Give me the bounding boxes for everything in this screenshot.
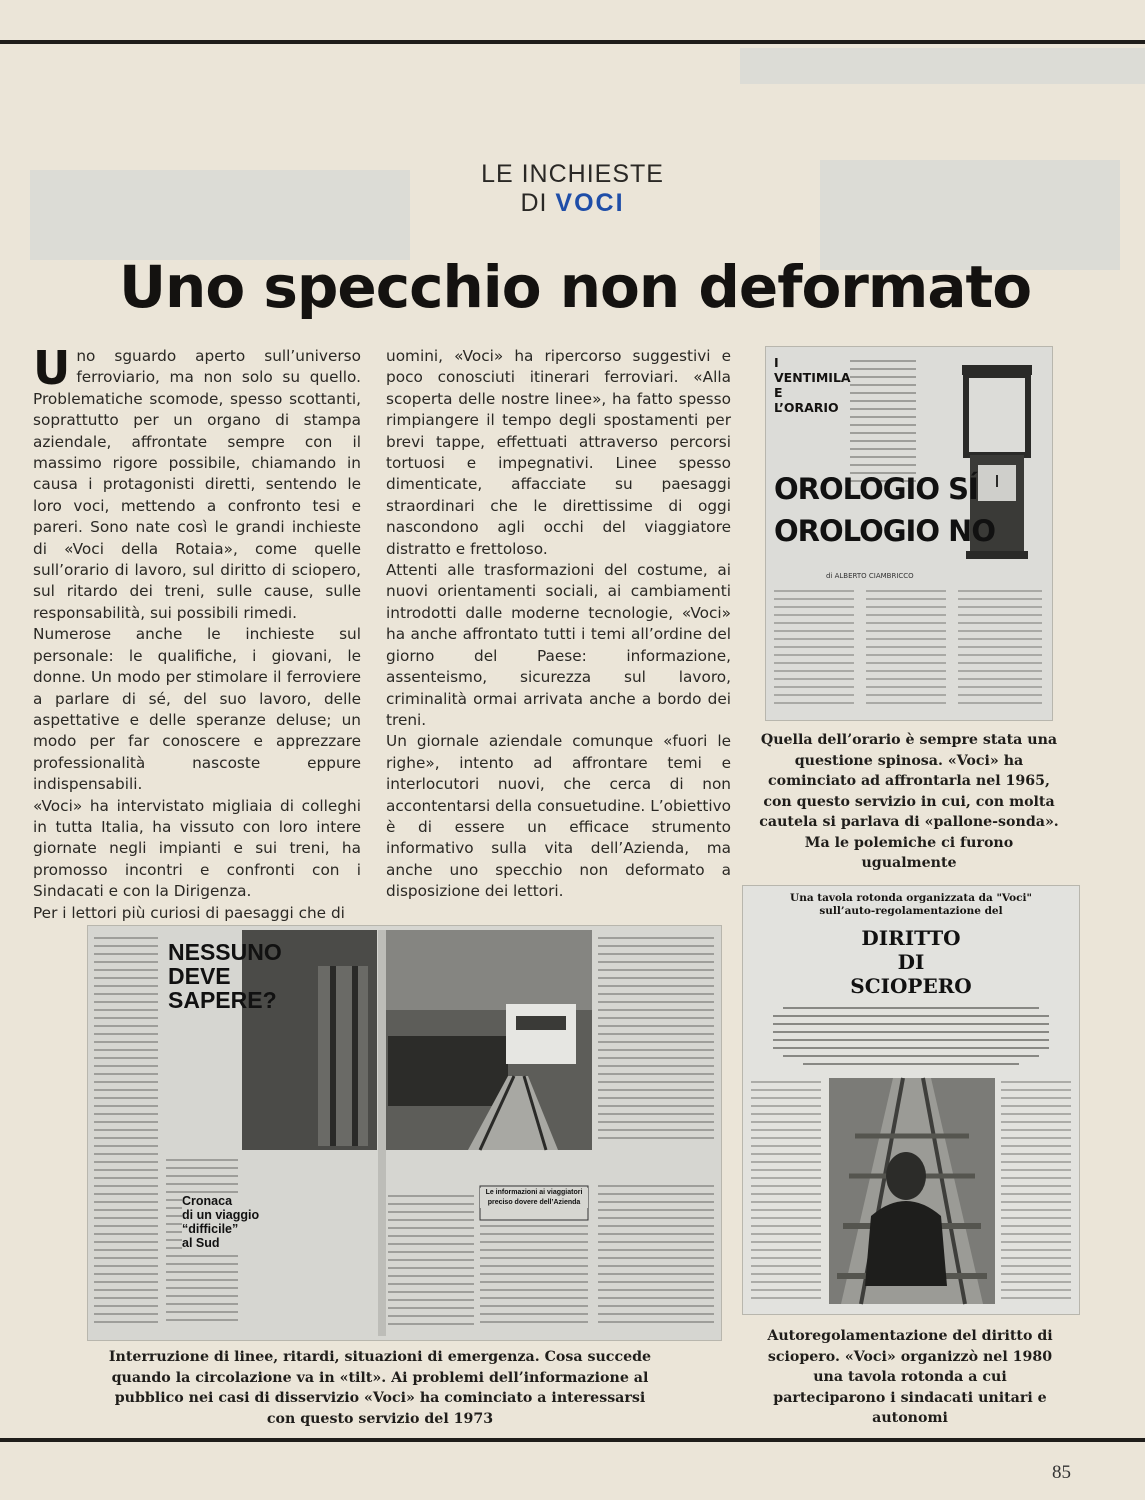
paragraph: Un giornale aziendale comunque «fuori le righe», intento ad affrontare temi e interlocutori nuovi, che cerca di non accontentarsi della consuetudine. L’obiettivo è di essere un efficace strumento informativo sulla vita dell’Azienda, ma anche uno specchio non deformato a disposizione dei lettori.: [386, 732, 731, 901]
nessuno-title-line-1: NESSUNO: [168, 939, 282, 965]
paragraph: uomini, «Voci» ha ripercorso suggestivi e poco conosciuti itinerari ferroviari. «Alla scoperta delle nostre linee», ha fatto spesso rimpiangere il tempo degli spostamenti per brevi tappe, effettuati attraverso percorsi tortuosi e impegnativi. Linee spesso dimenticate, affacciate su paesaggi straordinari che le direttissime di oggi nascondono agli occhi del viaggiatore distratto e frettoloso.: [386, 347, 731, 558]
subtitle-line: di un viaggio: [182, 1208, 260, 1222]
subtitle-line: “difficile”: [182, 1222, 239, 1236]
orologio-title-line-2: OROLOGIO NO: [774, 514, 995, 548]
paragraph-text: no sguardo aperto sull’universo ferroviario, ma non solo su quello. Problematiche scomode, spesso scottanti, soprattutto per un organo di stampa aziendale, affrontate sempre con il massimo rigore possibile, chiamando in causa i protagonisti diretti, sentendo le loro voci, mettendo a confronto tesi e pareri. Sono nate così le grandi inchieste di «Voci della Rotaia», come quelle sull’orario di lavoro, sul diritto di sciopero, sul ritardo dei treni, sulle cause, sulle responsabilità, sui possibili rimedi.: [33, 347, 361, 622]
nessuno-title-line-2: DEVE: [168, 963, 231, 989]
page-number: 85: [1052, 1462, 1071, 1483]
caption-orologio: Quella dell’orario è sempre stata una questione spinosa. «Voci» ha cominciato ad affrontarla nel 1965, con questo servizio in cui, con molta cautela si parlava di «pallone-sonda». Ma le polemiche ci furono ugualmente: [759, 732, 1059, 871]
sciopero-kicker-line-2: sull’auto-regolamentazione del: [819, 905, 1003, 917]
background-panel-top: [740, 48, 1145, 84]
sciopero-kicker-line-1: Una tavola rotonda organizzata da "Voci": [790, 892, 1032, 904]
paragraph: Numerose anche le inchieste sul personale: le qualifiche, i giovani, le donne. Un modo per stimolare il ferroviere a parlare di sé, del suo lavoro, delle aspettative e delle speranze deluse; un modo per far conoscere e apprezzare professionalità nascoste eppure indispensabili.: [33, 625, 361, 794]
headline: Uno specchio non deformato: [118, 253, 1032, 321]
paragraph: Per i lettori più curiosi di paesaggi che di: [33, 903, 345, 922]
sciopero-title-line-1: DIRITTO: [861, 926, 961, 950]
section-kicker: [0, 160, 1145, 218]
caption-sciopero: Autoregolamentazione del diritto di sciopero. «Voci» organizzò nel 1980 una tavola rotonda a cui parteciparono i sindacati unitari e autonomi: [767, 1328, 1053, 1426]
paragraph: «Voci» ha intervistato migliaia di colleghi in tutta Italia, ha vissuto con loro intere giornate negli impianti e sui treni, ha promosso incontri e confronti con i Sindacati e con la Dirigenza.: [33, 796, 361, 901]
kicker-prefix: DI: [520, 189, 556, 217]
voci-brand: VOCI: [555, 189, 625, 217]
orologio-byline: di ALBERTO CIAMBRICCO: [826, 572, 914, 580]
caption-nessuno: Interruzione di linee, ritardi, situazioni di emergenza. Cosa succede quando la circolazione va in «tilt». Ai problemi dell’informazione al pubblico nei casi di disservizio «Voci» ha cominciato a interessarsi con questo servizio del 1973: [108, 1349, 652, 1427]
kicker-line-2: [0, 189, 1145, 218]
paragraph: Attenti alle trasformazioni del costume, ai nuovi orientamenti sociali, ai cambiamenti introdotti dalle moderne tecnologie, «Voci» ha anche affrontato tutti i temi all’ordine del giorno del Paese: informazione, assenteismo, sicurezza sul lavoro, criminalità ormai arrivata anche a bordo dei treni.: [386, 561, 731, 729]
figure-sciopero-clipping: [742, 885, 1080, 1315]
info-box-line: Le informazioni ai viaggiatori: [485, 1189, 583, 1196]
bottom-rule: [0, 1438, 1145, 1442]
article-column-2: [386, 346, 731, 903]
nessuno-subtitle: [182, 1194, 259, 1250]
sciopero-title-line-2: DI: [897, 950, 925, 974]
top-rule: [0, 40, 1145, 44]
drop-cap: U: [33, 341, 71, 395]
kicker-line-1: LE INCHIESTE: [481, 160, 664, 188]
nessuno-info-box: [480, 1188, 588, 1208]
nessuno-title-line-3: SAPERE?: [168, 987, 277, 1013]
info-box-line: preciso dovere dell’Azienda: [487, 1199, 581, 1206]
sciopero-title-line-3: SCIOPERO: [850, 974, 972, 998]
figure-orologio-clipping: [765, 346, 1053, 721]
railway-worker-photo: [829, 1078, 995, 1304]
orologio-title-line-1: OROLOGIO SÍ: [774, 472, 978, 506]
train-station-photo: [386, 930, 592, 1150]
article-column-1: [33, 341, 361, 924]
subtitle-line: Cronaca: [182, 1194, 233, 1208]
orologio-kicker: I VENTIMILA E L’ORARIO: [774, 355, 851, 415]
figure-nessuno-clipping: [87, 925, 722, 1341]
paragraph: [33, 341, 361, 624]
subtitle-line: al Sud: [182, 1236, 220, 1250]
